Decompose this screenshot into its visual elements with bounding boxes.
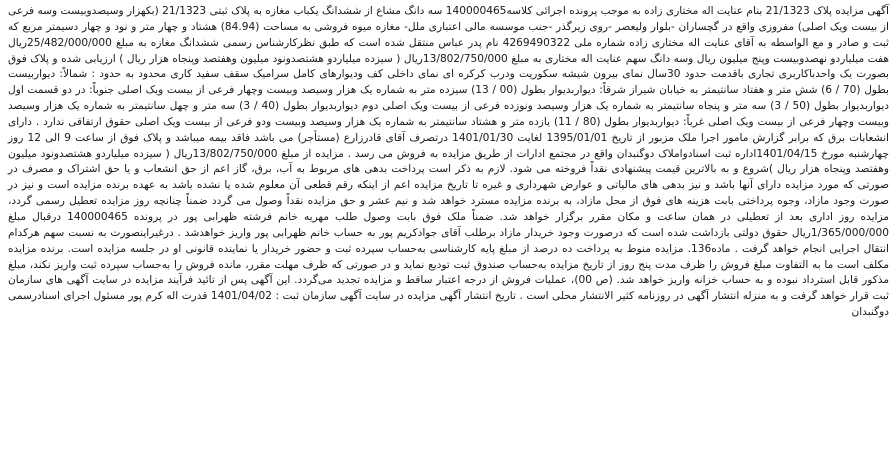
auction-notice-text: آگهی مزایده پلاک 21/1323 بنام عنایت اله مختاری زاده به موجب پرونده اجرائی کلاسه140000465 سه دانگ مشاع از ششدانگ یکباب مغازه به پلاک ثبتی 21/1323 (بکهزار وسیصدوبیست وسه فرعی از بیست ویک اصلی) مفروزی واقع در گچساران -بلوار ولیعصر -روی زیرگذر -جنب موسسه مالی اعتباری ملل- مغازه میوه فروشی به مساحت (84.94) هشتاد و چهار متر و نود و چهار دسیمتر مربع که ثبت و صادر و مع الواسطه به آقای عنایت اله مختاری زاده شماره ملی 4269490322 نام پدر عباس منتقل شده است که طبق نظرکارشناس رسمی ششدانگ مغازه به مبلغ 25/482/000/000ریال هفت میلیاردو نهصدوبیست وپنج میلیون ریال وسه دانگ سهم عنایت اله مختاری به مبلغ 13/802/750/000ریال ( سیزده میلیاردو هشتصدونود میلیون وهفتصد وپنجاه هزار ریال ) ارزیابی شده و پلاک فوق بصورت یک واحدباکاربری تجاری باقدمت حدود 30سال نمای بیرون شیشه سکوریت ودرب کرکره ای نمای داخلی کف ودیوارهای کامل سرامیک سقف سفید کاری محدود به حدود : شمالاً: دیواربیست بطول (70 / 6) شش متر و هفتاد سانتیمتر به خیابان شیراز شرقاً: دیواربدیوار بطول (00 / 13) سیزده متر به شماره یک هزار وسیصد وبیست وچهار فرعی از بیست ویک اصلی جنوباً: در دو قسمت اول دیواربدیوار بطول (50 / 3) سه متر و پنجاه سانتیمتر به شماره یک هزار وسیصد ونوزده فرعی از بیست ویک اصلی دوم دیواربدیوار بطول (40 / 3) سه متر و چهل سانتیمتر به شماره یک هزار وسیصد وبیست وچهار فرعی از بیست ویک اصلی غرباً: دیواربدیوار بطول (80 / 11) یازده متر و هشتاد سانتیمتر به شماره یک هزار وسیصد وبیست ودو فرعی از بیست ویک اصلی حقوق ارتفاقی ندارد . دارای انشعابات برق که برابر گزارش مامور اجرا ملک مزبور از تاریخ 1395/01/01 لغایت 1401/01/30 درتصرف آقای قادرزارع (مستأجر) می باشد فاقد بیمه میباشد و پلاک فوق از ساعت 9 الی 12 روز چهارشنبه مورخ 1401/04/15اداره ثبت اسنادواملاک دوگنبدان واقع در مجتمع ادارات از طریق مزایده به فروش می رسد . مزایده از مبلغ 13/802/750/000ریال ( سیزده میلیاردو هشتصدونود میلیون وهفتصد وپنجاه هزار ریال )شروع و به بالاترین قیمت پیشنهادی نقداً فروخته می شود. لازم به ذکر است پرداخت بدهی های مربوط به آب، برق، گاز اعم از حق انشعاب و یا حق اشتراک و مصرف در صورتی که مورد مزایده دارای آنها باشد و نیز بدهی های مالیاتی و عوارض شهرداری و غیره تا تاریخ مزایده اعم از اینکه رقم قطعی آن معلوم شده یا نشده باشد به عهده برنده مزایده است و نیز در صورت وجود مازاد، وجوه پرداختی بابت هزینه های فوق از محل مازاد، به برنده مزایده مسترد خواهد شد و نیم عشر و حق مزایده نقداً وصول می گردد ضمناً چنانچه روز مزایده تعطیل رسمی گردد، مزایده روز اداری بعد از تعطیلی در همان ساعت و مکان مقرر برگزار خواهد شد. ضمناً ملک فوق بابت وصول طلب مهریه خانم فرشته ظهرابی پور در پرونده 140000465 درقبال مبلغ 1/365/000/000ریال حقوق دولتی بازداشت شده است که درصورت وجود خریدار مازاد برطلب آقای جوادکریم پور به حساب خانم ظهرابی پور واریز خواهدشد . درغیراینصورت به نسبت سهم هرکدام انتقال اجرایی انجام خواهد گرفت . ماده136. مزایده منوط به پرداخت ده درصد از مبلغ پایه کارشناسی به‌حساب سپرده ثبت و حضور خریدار یا نماینده قانونی او در جلسه مزایده است. برنده مزایده مکلف است ما به التفاوت مبلغ فروش را ظرف مدت پنج روز از تاریخ مزایده به‌حساب صندوق ثبت تودیع نماید و در صورتی که ظرف مهلت مقرر، مانده فروش را به‌حساب سپرده ثبت واریز نکند، مبلغ مذکور قابل استرداد نبوده و به حساب خزانه واریز خواهد شد. (ص 00)، عملیات فروش از درجه اعتبار ساقط و مزایده تجدید می‌گردد. این آگهی پس از تائید فرآیند مزایده در سایت آگهی های سازمان ثبت قرار خواهد گرفت و به منزله انتشار آگهی در روزنامه کثیر الانتشار محلی است . تاریخ انتشار آگهی مزایده در سایت آگهی سازمان ثبت : 1401/04/02 قدرت اله کرم پور مسئول اجرای اسنادرسمی دوگنبدان xyxy=(8,5,890,319)
